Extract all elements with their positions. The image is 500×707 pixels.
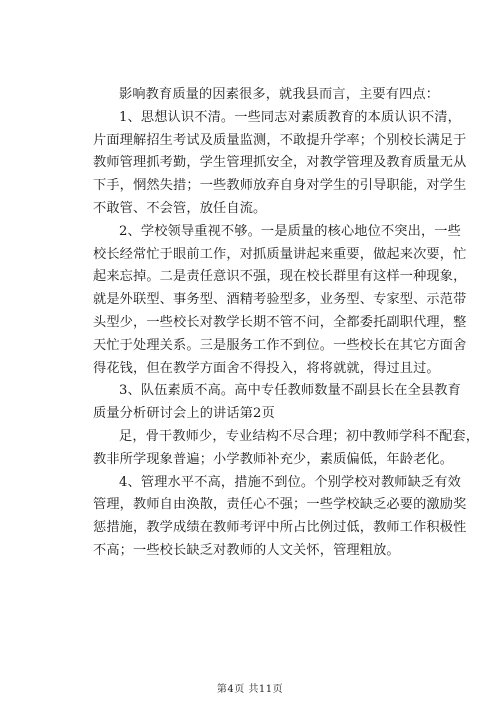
text-line: 就是外联型、事务型、酒精考验型多，业务型、专家型、示范带 (93, 292, 467, 308)
text-line: 教师管理抓考勤，学生管理抓安全，对教学管理及教育质量无从 (93, 155, 467, 171)
text-line: 不高；一些校长缺乏对教师的人文关怀，管理粗放。 (93, 542, 400, 558)
text-line: 片面理解招生考试及质量监测，不敢提升学率；个别校长满足于 (93, 132, 467, 148)
text-line: 足，骨干教师少，专业结构不尽合理；初中教师学科不配套， (119, 428, 480, 444)
text-line: 影响教育质量的因素很多，就我县而言，主要有四点： (119, 87, 440, 102)
text-line: 惩措施，教学成绩在教师考评中所占比例过低，教师工作积极性 (93, 520, 467, 536)
text-line: 管理，教师自由涣散，责任心不强；一些学校缺乏必要的激励奖 (93, 497, 467, 513)
text-line: 下手，惘然失措；一些教师放弃自身对学生的引导职能，对学生 (93, 178, 467, 194)
text-line: 天忙于处理关系。三是服务工作不到位。一些校长在其它方面舍 (93, 337, 467, 353)
text-line: 2、学校领导重视不够。一是质量的核心地位不突出，一些 (119, 223, 461, 239)
text-line: 4、管理水平不高，措施不到位。个别学校对教师缺乏有效 (119, 474, 461, 490)
body-text (93, 84, 480, 563)
text-line: 质量分析研讨会上的讲话第2页 (93, 406, 275, 422)
text-line: 头型少，一些校长对教学长期不管不问，全都委托副职代理，整 (93, 314, 467, 330)
text-line: 起来忘掉。二是责任意识不强，现在校长群里有这样一种现象， (93, 269, 467, 285)
text-line: 得花钱，但在教学方面舍不得投入，将将就就，得过且过。 (93, 360, 440, 376)
text-line: 教非所学现象普遍；小学教师补充少，素质偏低，年龄老化。 (93, 451, 454, 467)
text-line: 不敢管、不会管，放任自流。 (93, 200, 267, 216)
text-line: 3、队伍素质不高。高中专任教师数量不副县长在全县教育 (119, 383, 461, 399)
text-line: 1、思想认识不清。一些同志对素质教育的本质认识不清， (119, 109, 461, 125)
text-line: 校长经常忙于眼前工作，对抓质量讲起来重要，做起来次要，忙 (93, 246, 467, 262)
page-footer: 第4页 共11页 (216, 684, 284, 695)
